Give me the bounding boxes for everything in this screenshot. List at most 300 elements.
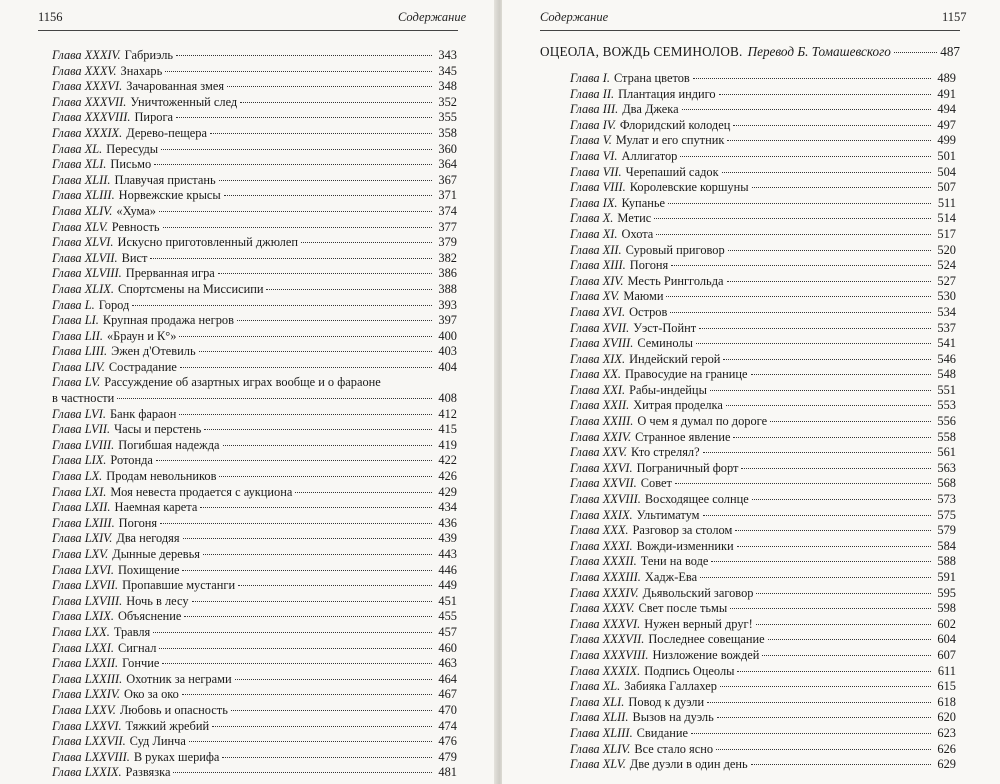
- chapter-page-number: 497: [937, 117, 956, 132]
- dot-leader: [751, 374, 931, 375]
- chapter-page-number: 629: [937, 757, 956, 772]
- dot-leader: [212, 726, 432, 727]
- dot-leader: [159, 648, 432, 649]
- toc-entry[interactable]: [570, 476, 956, 492]
- toc-entry[interactable]: [52, 298, 457, 314]
- chapter-label: Глава XXIX.: [570, 507, 633, 522]
- chapter-title: Ревность: [111, 219, 160, 234]
- toc-entry[interactable]: [570, 243, 956, 259]
- chapter-page-number: 377: [438, 219, 457, 234]
- dot-leader: [716, 749, 931, 750]
- dot-leader: [173, 772, 432, 773]
- chapter-page-number: 367: [438, 172, 457, 187]
- toc-entry[interactable]: [570, 710, 956, 726]
- chapter-page-number: 364: [438, 157, 457, 172]
- chapter-page-number: 530: [937, 289, 956, 304]
- toc-entry[interactable]: [570, 586, 956, 602]
- chapter-title: Ультиматум: [636, 507, 700, 522]
- chapter-title: Тяжкий жребий: [125, 718, 210, 733]
- chapter-title: Мулат и его спутник: [615, 133, 725, 148]
- chapter-page-number: 358: [438, 125, 457, 140]
- toc-entry[interactable]: [570, 632, 956, 648]
- chapter-page-number: 546: [937, 351, 956, 366]
- dot-leader: [219, 180, 432, 181]
- chapter-title: Совет: [640, 476, 672, 491]
- chapter-title: Ночь в лесу: [126, 593, 189, 608]
- toc-entry[interactable]: [52, 563, 457, 579]
- toc-entry[interactable]: [570, 289, 956, 305]
- chapter-page-number: 501: [937, 148, 956, 163]
- toc-entry[interactable]: [52, 251, 457, 267]
- chapter-page-number: 541: [937, 336, 956, 351]
- chapter-title: Индейский герой: [629, 351, 721, 366]
- chapter-page-number: 386: [438, 266, 457, 281]
- toc-entry[interactable]: [52, 547, 457, 563]
- dot-leader: [751, 764, 931, 765]
- toc-entry[interactable]: [570, 523, 956, 539]
- chapter-page-number: 400: [438, 328, 457, 343]
- toc-entry[interactable]: [52, 235, 457, 251]
- dot-leader: [237, 320, 432, 321]
- toc-entry[interactable]: [570, 601, 956, 617]
- chapter-label: Глава LXXVII.: [52, 734, 126, 749]
- toc-entry[interactable]: [570, 508, 956, 524]
- toc-entry[interactable]: [570, 133, 956, 149]
- toc-entry[interactable]: [52, 188, 457, 204]
- chapter-page-number: 474: [438, 718, 457, 733]
- toc-entry[interactable]: [52, 516, 457, 532]
- dot-leader: [154, 164, 432, 165]
- chapter-label: Глава XXII.: [570, 398, 630, 413]
- chapter-title: Письмо: [110, 157, 152, 172]
- toc-entry[interactable]: [52, 578, 457, 594]
- toc-entry[interactable]: [570, 71, 956, 87]
- chapter-title: Погоня: [118, 515, 158, 530]
- toc-entry[interactable]: [52, 282, 457, 298]
- dot-leader: [222, 757, 432, 758]
- toc-entry[interactable]: [52, 485, 457, 501]
- dot-leader: [240, 102, 432, 103]
- toc-entry[interactable]: [570, 258, 956, 274]
- toc-entry[interactable]: [570, 398, 956, 414]
- chapter-page-number: 439: [438, 531, 457, 546]
- toc-entry[interactable]: [52, 360, 457, 376]
- chapter-label: Глава LXI.: [52, 484, 107, 499]
- chapter-page-number: 553: [937, 398, 956, 413]
- dot-leader: [235, 679, 432, 680]
- toc-entry[interactable]: [570, 352, 956, 368]
- toc-entry[interactable]: [570, 554, 956, 570]
- dot-leader: [717, 717, 931, 718]
- chapter-label: Глава XXXIV.: [52, 48, 121, 62]
- header-rule: [38, 30, 458, 31]
- toc-entry[interactable]: [52, 687, 457, 703]
- chapter-page-number: 604: [937, 632, 956, 647]
- chapter-page-number: 426: [438, 469, 457, 484]
- chapter-page-number: 404: [438, 359, 457, 374]
- toc-entry[interactable]: [570, 445, 956, 461]
- chapter-title: О чем я думал по дороге: [637, 414, 768, 429]
- dot-leader: [159, 211, 432, 212]
- chapter-title: Плантация индиго: [618, 86, 716, 101]
- dot-leader: [728, 250, 931, 251]
- toc-entry[interactable]: [570, 617, 956, 633]
- toc-entry[interactable]: [570, 180, 956, 196]
- toc-entry[interactable]: [52, 64, 457, 80]
- chapter-title: Наемная карета: [114, 500, 198, 515]
- toc-entry[interactable]: [52, 422, 457, 438]
- chapter-page-number: 379: [438, 235, 457, 250]
- toc-entry[interactable]: [52, 110, 457, 126]
- chapter-title: Травля: [113, 624, 151, 639]
- toc-entry[interactable]: [52, 469, 457, 485]
- chapter-title: Вист: [121, 250, 148, 265]
- chapter-page-number: 573: [937, 492, 956, 507]
- dot-leader: [735, 530, 931, 531]
- chapter-title: Низложение вождей: [652, 647, 760, 662]
- chapter-page-number: 360: [438, 141, 457, 156]
- dot-leader: [727, 281, 931, 282]
- chapter-page-number: 412: [438, 406, 457, 421]
- toc-entry[interactable]: [52, 79, 457, 95]
- chapter-label: Глава LII.: [52, 328, 103, 343]
- dot-leader: [204, 429, 432, 430]
- chapter-label: Глава LXXI.: [52, 640, 114, 655]
- dot-leader: [733, 437, 931, 438]
- toc-entry[interactable]: [52, 656, 457, 672]
- chapter-page-number: 494: [937, 102, 956, 117]
- dot-leader: [224, 195, 432, 196]
- toc-entry[interactable]: [52, 344, 457, 360]
- chapter-label: Глава XXV.: [570, 445, 627, 460]
- dot-leader: [163, 227, 432, 228]
- chapter-page-number: 588: [937, 554, 956, 569]
- section-heading[interactable]: [540, 44, 960, 60]
- toc-entry[interactable]: [52, 703, 457, 719]
- toc-entry[interactable]: [570, 336, 956, 352]
- section-title: ОЦЕОЛА, ВОЖДЬ СЕМИНОЛОВ.: [540, 44, 743, 59]
- toc-entry[interactable]: [52, 453, 457, 469]
- chapter-page-number: 561: [937, 445, 956, 460]
- toc-entry[interactable]: [570, 305, 956, 321]
- toc-entry[interactable]: [52, 750, 457, 766]
- chapter-label: Глава XX.: [570, 367, 621, 382]
- dot-leader: [700, 577, 931, 578]
- chapter-title: Метис: [617, 211, 652, 226]
- chapter-label: Глава LVIII.: [52, 437, 115, 452]
- toc-entry[interactable]: [52, 220, 457, 236]
- chapter-label: Глава XXX.: [570, 523, 629, 538]
- toc-entry[interactable]: [52, 641, 457, 657]
- toc-entry[interactable]: [52, 204, 457, 220]
- toc-entry[interactable]: [570, 87, 956, 103]
- chapter-label: Глава XLIX.: [52, 281, 114, 296]
- toc-entry[interactable]: [570, 648, 956, 664]
- dot-leader: [756, 593, 931, 594]
- page-number: 1157: [942, 10, 967, 24]
- chapter-title: Правосудие на границе: [624, 367, 748, 382]
- toc-entry[interactable]: [52, 407, 457, 423]
- toc-entry[interactable]: [570, 757, 956, 773]
- chapter-label: Глава X.: [570, 211, 614, 226]
- chapter-label: Глава XLVIII.: [52, 266, 122, 281]
- chapter-label: Глава XXXII.: [570, 554, 637, 569]
- chapter-title: Королевские коршуны: [629, 180, 749, 195]
- chapter-title: «Браун и К°»: [106, 328, 177, 343]
- chapter-title: Хадж-Ева: [644, 570, 698, 584]
- chapter-label: Глава LXIV.: [52, 531, 113, 546]
- dot-leader: [184, 616, 432, 617]
- chapter-label: Глава XXXVII.: [52, 94, 127, 109]
- toc-entry[interactable]: [52, 438, 457, 454]
- chapter-label: Глава XL.: [570, 679, 621, 694]
- toc-entry[interactable]: [570, 274, 956, 290]
- toc-entry[interactable]: [570, 196, 956, 212]
- chapter-label: Глава LXII.: [52, 500, 111, 515]
- toc-entry[interactable]: [570, 679, 956, 695]
- left-page: [0, 0, 498, 784]
- toc-entry[interactable]: [570, 539, 956, 555]
- chapter-title: Норвежские крысы: [118, 188, 221, 203]
- section-page-number: 487: [940, 44, 960, 59]
- chapter-page-number: 419: [438, 437, 457, 452]
- chapter-title: Объяснение: [117, 609, 182, 624]
- chapter-label: Глава XLIII.: [52, 188, 115, 203]
- chapter-page-number: 514: [937, 211, 956, 226]
- chapter-label: Глава XXIV.: [570, 429, 632, 444]
- toc-entry[interactable]: [570, 742, 956, 758]
- toc-entry[interactable]: [52, 173, 457, 189]
- chapter-page-number: 491: [937, 86, 956, 101]
- chapter-title: Две дуэли в один день: [629, 757, 748, 772]
- chapter-label: Глава L.: [52, 297, 95, 312]
- chapter-label: Глава II.: [570, 86, 615, 101]
- chapter-page-number: 352: [438, 94, 457, 109]
- chapter-title: Часы и перстень: [114, 422, 202, 437]
- toc-entry[interactable]: [52, 625, 457, 641]
- chapter-page-number: 355: [438, 110, 457, 125]
- chapter-title: Крупная продажа негров: [102, 313, 234, 328]
- dot-leader: [160, 523, 432, 524]
- dot-leader: [693, 78, 931, 79]
- chapter-label: Глава XLIII.: [570, 725, 633, 740]
- toc-entry[interactable]: [570, 664, 956, 680]
- dot-leader: [666, 296, 931, 297]
- toc-entry[interactable]: [52, 126, 457, 142]
- chapter-title: Вызов на дуэль: [632, 710, 714, 725]
- chapter-label: Глава XXXV.: [52, 63, 117, 78]
- chapter-title: Разговор за столом: [632, 523, 733, 538]
- chapter-label: Глава XXXIV.: [570, 585, 639, 600]
- chapter-label: Глава LIII.: [52, 344, 108, 359]
- chapter-label: Глава I.: [570, 71, 610, 85]
- chapter-label: Глава XLV.: [52, 219, 108, 234]
- toc-entry[interactable]: [52, 157, 457, 173]
- dot-leader: [762, 655, 931, 656]
- chapter-label: Глава XVIII.: [570, 336, 634, 351]
- toc-entry[interactable]: [570, 118, 956, 134]
- toc-entry[interactable]: [52, 531, 457, 547]
- chapter-page-number: 403: [438, 344, 457, 359]
- dot-leader: [711, 561, 931, 562]
- dot-leader: [719, 94, 931, 95]
- chapter-title: Сигнал: [117, 640, 157, 655]
- chapter-page-number: 620: [937, 710, 956, 725]
- toc-entry[interactable]: [570, 165, 956, 181]
- toc-entry[interactable]: [570, 149, 956, 165]
- toc-entry[interactable]: [52, 48, 457, 64]
- toc-entry[interactable]: [52, 734, 457, 750]
- chapter-page-number: 408: [438, 391, 457, 406]
- chapter-label: Глава XVII.: [570, 320, 630, 335]
- toc-entry[interactable]: [52, 95, 457, 111]
- dot-leader: [210, 133, 432, 134]
- chapter-page-number: 556: [937, 414, 956, 429]
- chapter-page-number: 457: [438, 624, 457, 639]
- dot-leader: [162, 663, 432, 664]
- chapter-page-number: 436: [438, 515, 457, 530]
- chapter-page-number: 511: [937, 195, 956, 210]
- chapter-title: Дынные деревья: [112, 547, 200, 561]
- dot-leader: [132, 305, 432, 306]
- dot-leader: [117, 398, 432, 399]
- toc-entry[interactable]: [52, 142, 457, 158]
- chapter-title: Суровый приговор: [625, 242, 725, 257]
- chapter-page-number: 517: [937, 226, 956, 241]
- toc-entry[interactable]: [52, 765, 457, 781]
- dot-leader: [182, 570, 432, 571]
- chapter-label: Глава VI.: [570, 148, 618, 163]
- dot-leader: [752, 499, 931, 500]
- dot-leader: [176, 55, 432, 56]
- chapter-page-number: 611: [937, 663, 956, 678]
- chapter-title: Остров: [629, 304, 668, 319]
- chapter-page-number: 415: [438, 422, 457, 437]
- toc-entry[interactable]: [570, 102, 956, 118]
- toc-entry[interactable]: [570, 367, 956, 383]
- dot-leader: [231, 710, 432, 711]
- dot-leader: [675, 483, 931, 484]
- chapter-title: Суд Линча: [129, 734, 186, 749]
- chapter-title: Семинолы: [637, 336, 693, 351]
- chapter-label: Глава XXXV.: [570, 601, 635, 616]
- chapter-title: Погоня: [629, 258, 669, 273]
- chapter-page-number: 464: [438, 671, 457, 686]
- chapter-page-number: 626: [937, 741, 956, 756]
- chapter-title: Пересуды: [106, 141, 159, 156]
- chapter-label: Глава XXXVII.: [570, 632, 645, 647]
- dot-leader: [656, 234, 931, 235]
- dot-leader: [179, 336, 432, 337]
- chapter-label: Глава LXV.: [52, 547, 109, 561]
- chapter-title: Прерванная игра: [125, 266, 215, 281]
- chapter-page-number: 537: [937, 320, 956, 335]
- dot-leader: [733, 125, 931, 126]
- toc-entry[interactable]: [570, 414, 956, 430]
- dot-leader: [238, 585, 432, 586]
- toc-entry[interactable]: [570, 383, 956, 399]
- chapter-page-number: 602: [937, 616, 956, 631]
- toc-entry[interactable]: [570, 461, 956, 477]
- toc-entry[interactable]: [52, 594, 457, 610]
- chapter-label: Глава LVII.: [52, 422, 111, 437]
- dot-leader: [671, 265, 931, 266]
- chapter-label: Глава XXXVI.: [570, 616, 641, 631]
- chapter-page-number: 371: [438, 188, 457, 203]
- toc-entry[interactable]: [52, 500, 457, 516]
- chapter-title: Сострадание: [108, 359, 177, 374]
- chapter-title: Город: [98, 297, 130, 312]
- dot-leader: [200, 507, 432, 508]
- chapter-label: Глава XLII.: [570, 710, 629, 725]
- toc-entry[interactable]: [570, 430, 956, 446]
- chapter-title: Дерево-пещера: [126, 125, 207, 140]
- chapter-title: Пирога: [134, 110, 174, 125]
- dot-leader: [722, 172, 931, 173]
- dot-leader: [183, 538, 432, 539]
- toc-entry[interactable]: [570, 726, 956, 742]
- chapter-title: Вожди-изменники: [636, 538, 734, 553]
- dot-leader: [710, 390, 931, 391]
- toc-entry[interactable]: [52, 266, 457, 282]
- chapter-label: Глава LXVII.: [52, 578, 119, 593]
- page-number: 1156: [38, 10, 63, 24]
- chapter-page-number: 499: [937, 133, 956, 148]
- chapter-page-number: 524: [937, 258, 956, 273]
- toc-entry[interactable]: [52, 609, 457, 625]
- dot-leader: [165, 71, 432, 72]
- toc-entry[interactable]: [52, 672, 457, 688]
- chapter-label: Глава LIV.: [52, 359, 105, 374]
- chapter-page-number: 476: [438, 734, 457, 749]
- toc-entry[interactable]: [570, 211, 956, 227]
- toc-entry[interactable]: [570, 570, 956, 586]
- toc-entry[interactable]: [52, 313, 457, 329]
- toc-entry[interactable]: [52, 375, 457, 406]
- chapter-title: Восходящее солнце: [644, 492, 749, 507]
- chapter-page-number: 579: [937, 523, 956, 538]
- toc-entry[interactable]: [570, 321, 956, 337]
- chapter-title: Уничтоженный след: [130, 94, 238, 109]
- dot-leader: [180, 367, 432, 368]
- dot-leader: [156, 460, 432, 461]
- chapter-label: Глава XXXIII.: [570, 570, 641, 584]
- toc-entry[interactable]: [570, 227, 956, 243]
- chapter-label: Глава XXVII.: [570, 476, 637, 491]
- chapter-label: Глава LXXVIII.: [52, 749, 130, 764]
- chapter-label: Глава XLI.: [52, 157, 107, 172]
- chapter-label: Глава XVI.: [570, 304, 626, 319]
- chapter-label: Глава XII.: [570, 242, 622, 257]
- dot-leader: [203, 554, 432, 555]
- chapter-label: Глава XLII.: [52, 172, 111, 187]
- dot-leader: [727, 140, 931, 141]
- chapter-label: Глава XL.: [52, 141, 103, 156]
- toc-entry[interactable]: [570, 695, 956, 711]
- toc-entry[interactable]: [52, 329, 457, 345]
- chapter-page-number: 548: [937, 367, 956, 382]
- dot-leader: [670, 312, 931, 313]
- dot-leader: [189, 741, 432, 742]
- chapter-title: Свидание: [636, 725, 688, 740]
- chapter-page-number: 455: [438, 609, 457, 624]
- chapter-title: Погибшая надежда: [118, 437, 220, 452]
- dot-leader: [894, 52, 937, 53]
- toc-entry[interactable]: [52, 719, 457, 735]
- chapter-title: Банк фараон: [109, 406, 177, 421]
- toc-entry[interactable]: [570, 492, 956, 508]
- dot-leader: [218, 273, 432, 274]
